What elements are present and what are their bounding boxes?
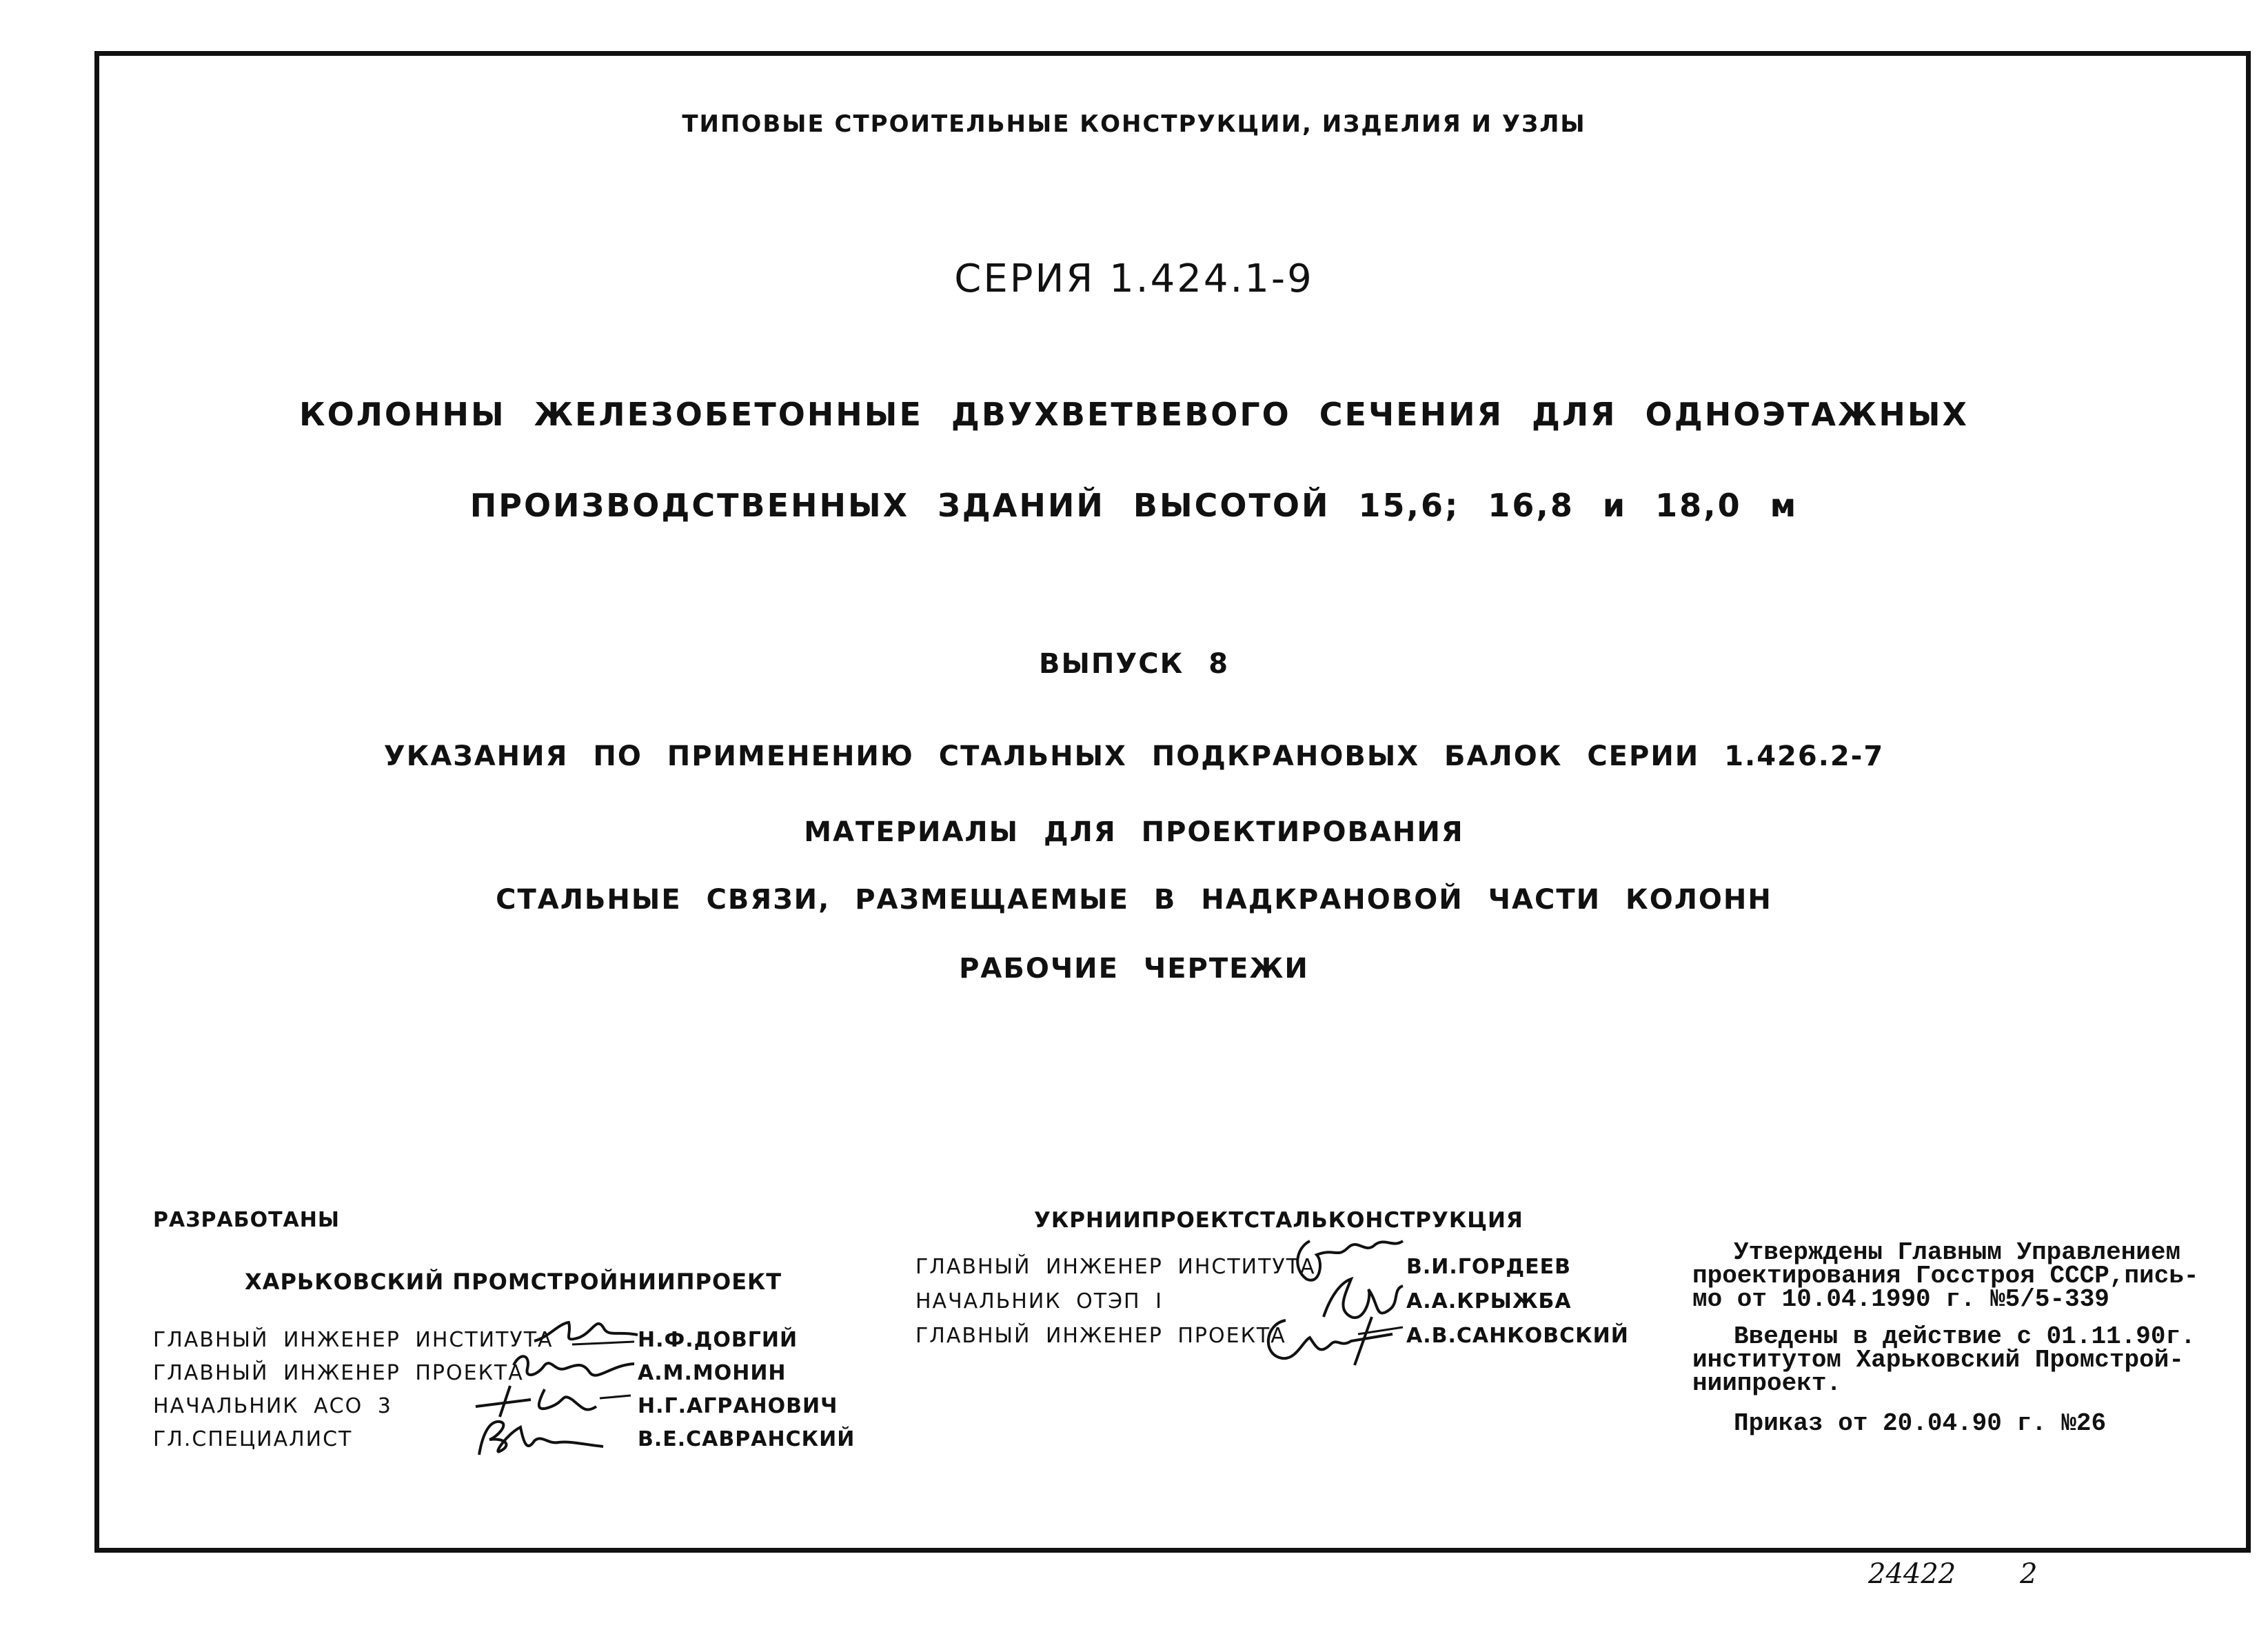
ukr-name-3: А.В.САНКОВСКИЙ [1406,1324,1629,1348]
dev-name-4: В.Е.САВРАНСКИЙ [638,1427,855,1451]
top-line: ТИПОВЫЕ СТРОИТЕЛЬНЫЕ КОНСТРУКЦИИ, ИЗДЕЛИЯ И УЗЛЫ [682,110,1586,138]
ukr-org: УКРНИИПРОЕКТСТАЛЬКОНСТРУКЦИЯ [1034,1208,1523,1233]
ukr-name-2: А.А.КРЫЖБА [1406,1289,1572,1313]
dev-position-1: ГЛАВНЫЙ ИНЖЕНЕР ИНСТИТУТА [153,1328,554,1352]
ukr-name-1: В.И.ГОРДЕЕВ [1406,1255,1571,1279]
title-line-1: КОЛОННЫ ЖЕЛЕЗОБЕТОННЫЕ ДВУХВЕТВЕВОГО СЕЧЕНИЯ ДЛЯ ОДНОЭТАЖНЫХ [299,396,1969,433]
dev-name-2: А.М.МОНИН [638,1361,787,1385]
materials-line: МАТЕРИАЛЫ ДЛЯ ПРОЕКТИРОВАНИЯ [804,816,1464,848]
doc-number: 24422 [1868,1558,1956,1590]
dev-position-2: ГЛАВНЫЙ ИНЖЕНЕР ПРОЕКТА [153,1361,524,1385]
ukr-position-3: ГЛАВНЫЙ ИНЖЕНЕР ПРОЕКТА [915,1324,1286,1348]
introduced-line-2: институтом Харьковский Промстрой- [1692,1346,2184,1374]
developed-org: ХАРЬКОВСКИЙ ПРОМСТРОЙНИИПРОЕКТ [245,1269,782,1295]
title-line-2: ПРОИЗВОДСТВЕННЫХ ЗДАНИЙ ВЫСОТОЙ 15,6; 16,8 и 18,0 м [469,487,1799,524]
dev-name-1: Н.Ф.ДОВГИЙ [638,1328,798,1352]
approval-line-3: мо от 10.04.1990 г. №5/5-339 [1692,1285,2109,1313]
developed-label: РАЗРАБОТАНЫ [153,1208,340,1232]
issue-number: ВЫПУСК 8 [1038,648,1230,680]
signature-savranskiy [469,1413,607,1462]
series-title: СЕРИЯ 1.424.1-9 [954,256,1314,301]
dev-position-3: НАЧАЛЬНИК АСО 3 [153,1394,392,1418]
signature-sankovskiy [1255,1307,1413,1369]
working-drawings-line: РАБОЧИЕ ЧЕРТЕЖИ [959,953,1309,985]
application-line: УКАЗАНИЯ ПО ПРИМЕНЕНИЮ СТАЛЬНЫХ ПОДКРАНОВЫХ БАЛОК СЕРИИ 1.426.2-7 [383,740,1885,772]
order-line: Приказ от 20.04.90 г. №26 [1734,1409,2107,1438]
steel-ties-line: СТАЛЬНЫЕ СВЯЗИ, РАЗМЕЩАЕМЫЕ В НАДКРАНОВОЙ ЧАСТИ КОЛОНН [496,884,1772,916]
approval-line-1: Утверждены Главным Управлением [1734,1238,2181,1267]
ukr-position-2: НАЧАЛЬНИК ОТЭП I [915,1289,1163,1313]
approval-block-1 [1692,1238,2199,1313]
dev-position-4: ГЛ.СПЕЦИАЛИСТ [153,1427,353,1451]
approval-line-2: проектирования Госстроя СССР,пись- [1692,1262,2199,1290]
dev-name-3: Н.Г.АГРАНОВИЧ [638,1394,838,1418]
introduced-line-1: Введены в действие с 01.11.90г. [1734,1322,2196,1351]
approval-block-2 [1692,1322,2196,1398]
ukr-position-1: ГЛАВНЫЙ ИНЖЕНЕР ИНСТИТУТА [915,1255,1316,1279]
page-number: 2 [2020,1558,2038,1590]
introduced-line-3: ниипроект. [1692,1369,1842,1398]
